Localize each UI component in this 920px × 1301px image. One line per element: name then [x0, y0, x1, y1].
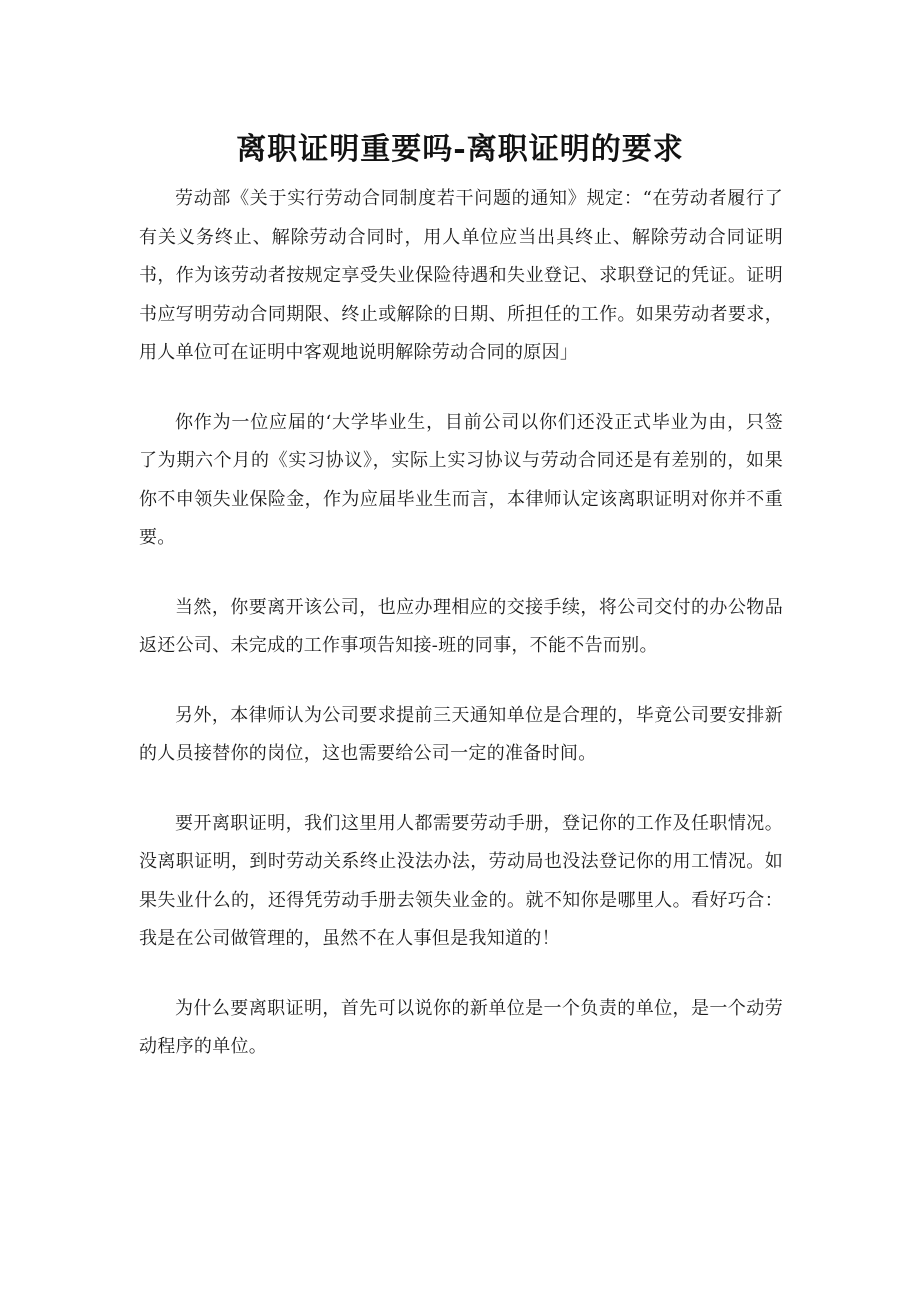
- paragraph-6: 为什么要离职证明，首先可以说你的新单位是一个负责的单位，是一个动劳动程序的单位。: [139, 997, 783, 1057]
- paragraph-3: 当然，你要离开该公司，也应办理相应的交接手续，将公司交付的办公物品返还公司、未完成的工作事项告知接-班的同事，不能不告而别。: [139, 596, 783, 656]
- paragraph-5: 要开离职证明，我们这里用人都需要劳动手册，登记你的工作及任职情况。没离职证明，到时劳动关系终止没法办法，劳动局也没法登记你的用工情况。如果失业什么的，还得凭劳动手册去领失业金的。就不知你是哪里人。看好巧合：我是在公司做管理的，虽然不在人事但是我知道的！: [139, 812, 783, 949]
- document-body: [139, 180, 783, 1098]
- paragraph-2: 你作为一位应届的‘大学毕业生，目前公司以你们还没正式毕业为由，只签了为期六个月的《实习协议》，实际上实习协议与劳动合同还是有差别的，如果你不申领失业保险金，作为应届毕业生而言，本律师认定该离职证明对你并不重要。: [139, 411, 783, 548]
- paragraph-1: 劳动部《关于实行劳动合同制度若干问题的通知》规定：“在劳动者履行了有关义务终止、解除劳动合同时，用人单位应当出具终止、解除劳动合同证明书，作为该劳动者按规定享受失业保险待遇和失业登记、求职登记的凭证。证明书应写明劳动合同期限、终止或解除的日期、所担任的工作。如果劳动者要求，用人单位可在证明中客观地说明解除劳动合同的原因」: [139, 188, 783, 363]
- paragraph-4: 另外，本律师认为公司要求提前三天通知单位是合理的，毕竟公司要安排新的人员接替你的岗位，这也需要给公司一定的准备时间。: [139, 704, 783, 764]
- document-title: 离职证明重要吗-离职证明的要求: [236, 132, 684, 168]
